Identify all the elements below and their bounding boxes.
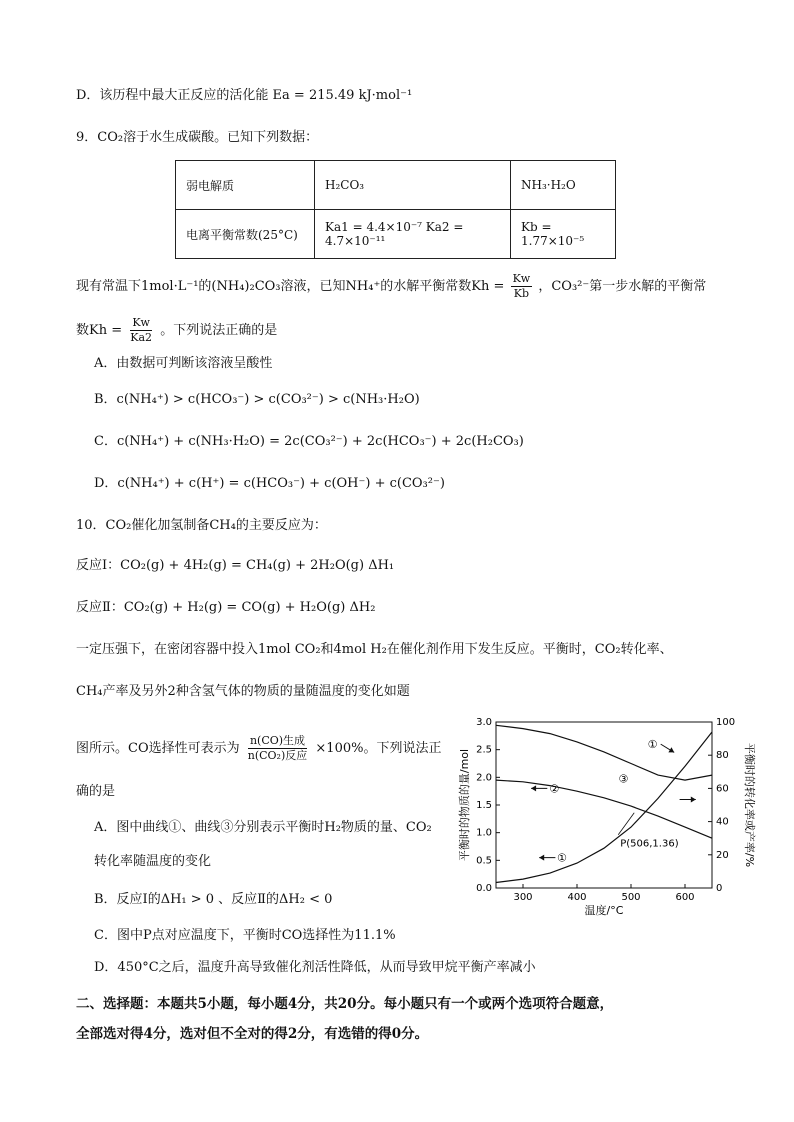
q10-paragraph-2: CH₄产率及另外2种含氢气体的物质的量随温度的变化如题 — [76, 684, 410, 699]
q9-option-b: B．c(NH₄⁺) > c(HCO₃⁻) > c(CO₃²⁻) > c(NH₃·H₂O) — [94, 392, 420, 407]
arrow-head — [539, 855, 544, 861]
x-tick-label: 400 — [567, 892, 587, 903]
curve-label-2: ② — [549, 782, 560, 796]
arrow-head — [531, 785, 536, 791]
q9-option-a: A．由数据可判断该溶液呈酸性 — [94, 356, 273, 371]
plot-frame — [496, 722, 712, 888]
x-axis-label: 温度/°C — [584, 904, 624, 917]
x-tick-label: 500 — [621, 892, 641, 903]
fraction: $\frac{\text{n(CO)生成}}{\text{n(CO₂)反应}}$ — [247, 734, 308, 762]
q10-paragraph-3: 图所示。CO选择性可表示为 $\frac{\text{n(CO)生成}}{\text{n(CO₂)反应}}$ ×100%。下列说法正 — [76, 734, 442, 762]
y-right-tick-label: 20 — [716, 849, 729, 861]
y-right-tick-label: 100 — [716, 717, 736, 728]
table-cell: Kb = 1.77×10⁻⁵ — [511, 210, 616, 259]
x-tick-label: 300 — [513, 892, 533, 903]
q9-option-d: D．c(NH₄⁺) + c(H⁺) = c(HCO₃⁻) + c(OH⁻) + c(CO₃²⁻) — [94, 476, 445, 491]
arrow-head — [691, 796, 696, 802]
q9-text-line1: 现有常温下1mol·L⁻¹的(NH₄)₂CO₃溶液，已知NH₄⁺的水解平衡常数Kh = $\frac{Kw}{Kb}$ ，CO₃²⁻第一步水解的平衡常 — [76, 272, 707, 300]
q10-reaction-1: 反应Ⅰ：CO₂(g) + 4H₂(g) = CH₄(g) + 2H₂O(g) ΔH₁ — [76, 558, 395, 573]
series-line-2 — [496, 780, 712, 838]
table-cell: NH₃·H₂O — [511, 161, 616, 210]
q10-stem: 10．CO₂催化加氢制备CH₄的主要反应为： — [76, 518, 327, 533]
q10-option-a-line2: 转化率随温度的变化 — [94, 854, 212, 869]
table-cell: 弱电解质 — [176, 161, 315, 210]
curve-label-3: ③ — [618, 772, 629, 786]
y-right-tick-label: 80 — [716, 750, 729, 762]
table-cell: Ka1 = 4.4×10⁻⁷ Ka2 = 4.7×10⁻¹¹ — [315, 210, 511, 259]
y-right-tick-label: 0 — [716, 883, 723, 894]
y-left-tick-label: 3.0 — [476, 717, 492, 728]
q10-option-c: C．图中P点对应温度下，平衡时CO选择性为11.1% — [94, 928, 396, 943]
y-right-tick-label: 60 — [716, 783, 729, 795]
y-left-tick-label: 1.0 — [476, 827, 492, 839]
y-right-tick-label: 40 — [716, 816, 729, 828]
series-line-1 — [496, 732, 712, 883]
y-left-tick-label: 0.5 — [476, 855, 492, 867]
q10-reaction-2: 反应Ⅱ：CO₂(g) + H₂(g) = CO(g) + H₂O(g) ΔH₂ — [76, 600, 376, 615]
fraction: $\frac{Kw}{Ka2}$ — [130, 316, 153, 344]
fraction: $\frac{Kw}{Kb}$ — [512, 272, 531, 300]
q10-option-b: B．反应Ⅰ的ΔH₁ > 0 、反应Ⅱ的ΔH₂ < 0 — [94, 892, 333, 907]
x-tick-label: 600 — [675, 892, 695, 903]
equilibrium-chart — [450, 712, 760, 922]
q10-paragraph-1: 一定压强下，在密闭容器中投入1mol CO₂和4mol H₂在催化剂作用下发生反应。平衡时，CO₂转化率、 — [76, 642, 673, 657]
y-left-tick-label: 0.0 — [476, 883, 492, 894]
section-2-heading-line2: 全部选对得4分，选对但不全对的得2分，有选错的得0分。 — [76, 1026, 429, 1042]
q8-option-d: D．该历程中最大正反应的活化能 Ea = 215.49 kJ·mol⁻¹ — [76, 88, 413, 103]
point-label: P(506,1.36) — [620, 838, 679, 850]
table-cell: 电离平衡常数(25°C) — [176, 210, 315, 259]
curve-label-1: ① — [556, 851, 567, 865]
y-left-tick-label: 2.5 — [476, 744, 492, 756]
q9-option-c: C．c(NH₄⁺) + c(NH₃·H₂O) = 2c(CO₃²⁻) + 2c(HCO₃⁻) + 2c(H₂CO₃) — [94, 434, 524, 449]
section-2-heading-line1: 二、选择题：本题共5小题，每小题4分，共20分。每小题只有一个或两个选项符合题意， — [76, 996, 614, 1012]
curve-label-1-upper: ① — [647, 738, 658, 752]
q10-paragraph-4: 确的是 — [76, 784, 116, 799]
q10-option-d: D．450°C之后，温度升高导致催化剂活性降低，从而导致甲烷平衡产率减小 — [94, 960, 536, 975]
y-left-axis-label: 平衡时的物质的量/mol — [458, 748, 471, 862]
q9-stem: 9．CO₂溶于水生成碳酸。已知下列数据： — [76, 130, 319, 145]
y-left-tick-label: 2.0 — [476, 772, 492, 784]
y-right-axis-label: 平衡时的转化率或产率/% — [743, 742, 756, 868]
q10-option-a-line1: A．图中曲线①、曲线③分别表示平衡时H₂物质的量、CO₂ — [94, 820, 432, 835]
table-cell: H₂CO₃ — [315, 161, 511, 210]
y-left-tick-label: 1.5 — [476, 800, 492, 811]
q9-data-table — [175, 160, 616, 259]
q9-text-line2: 数Kh = $\frac{Kw}{Ka2}$ 。下列说法正确的是 — [76, 316, 278, 344]
